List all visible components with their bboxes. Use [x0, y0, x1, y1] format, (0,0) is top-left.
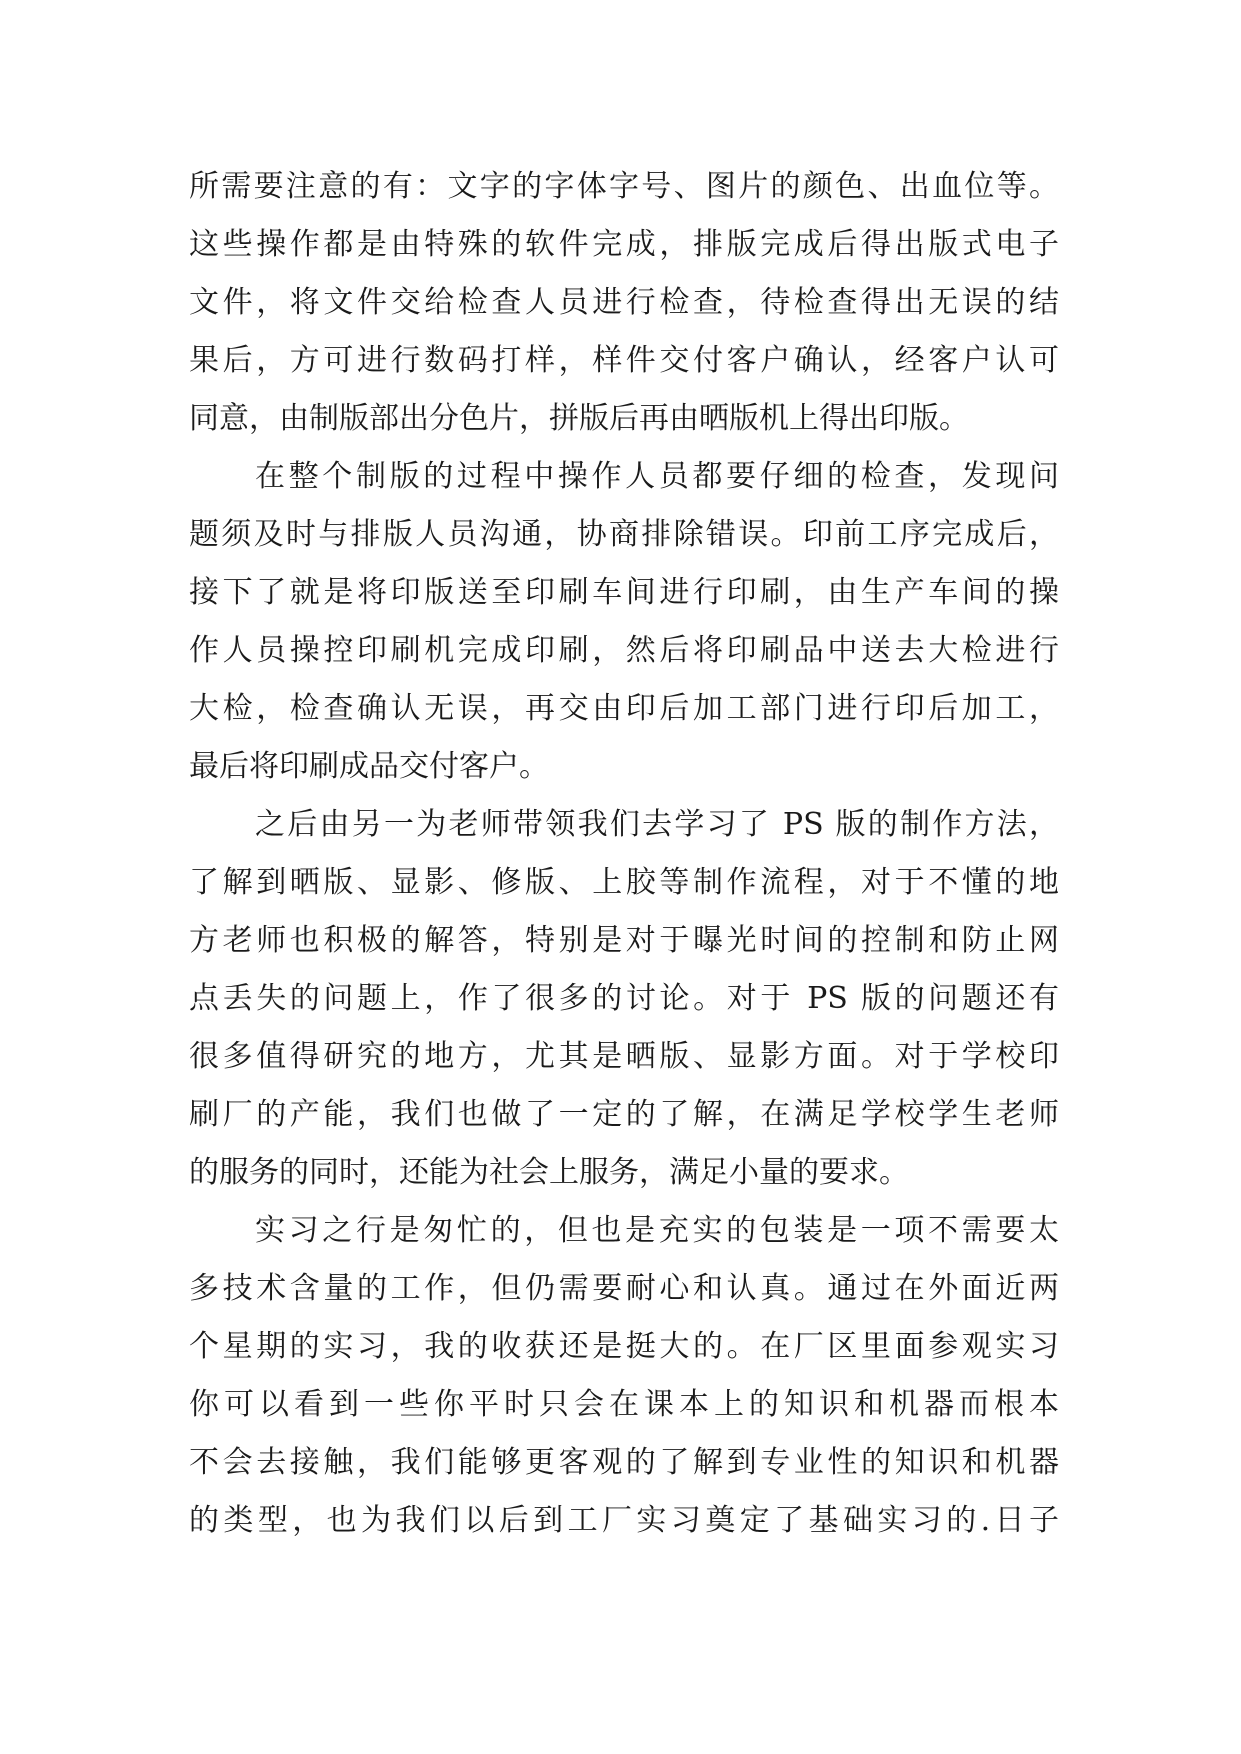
text-line: 这些操作都是由特殊的软件完成，排版完成后得出版式电子 [189, 227, 1059, 262]
text-line: 很多值得研究的地方，尤其是晒版、显影方面。对于学校印 [189, 1039, 1059, 1074]
text-line: 了解到晒版、显影、修版、上胶等制作流程，对于不懂的地 [189, 865, 1059, 900]
text-line: 同意，由制版部出分色片，拼版后再由晒版机上得出印版。 [189, 401, 969, 436]
text-line: 的类型，也为我们以后到工厂实习奠定了基础实习的.日子 [189, 1503, 1059, 1538]
document-body [189, 158, 1059, 1550]
paragraph-4 [189, 1202, 1059, 1550]
text-line: 多技术含量的工作，但仍需要耐心和认真。通过在外面近两 [189, 1271, 1059, 1306]
text-line: 作人员操控印刷机完成印刷，然后将印刷品中送去大检进行 [189, 633, 1059, 668]
text-line: 果后，方可进行数码打样，样件交付客户确认，经客户认可 [189, 343, 1059, 378]
paragraph-1 [189, 158, 1059, 448]
text-line: 大检，检查确认无误，再交由印后加工部门进行印后加工， [189, 691, 1059, 726]
text-line: 不会去接触，我们能够更客观的了解到专业性的知识和机器 [189, 1445, 1059, 1480]
text-line: 实习之行是匆忙的，但也是充实的包装是一项不需要太 [255, 1213, 1059, 1248]
text-line: 点丢失的问题上，作了很多的讨论。对于 PS 版的问题还有 [189, 981, 1059, 1016]
paragraph-3 [189, 796, 1059, 1202]
text-line: 接下了就是将印版送至印刷车间进行印刷，由生产车间的操 [189, 575, 1059, 610]
text-line: 你可以看到一些你平时只会在课本上的知识和机器而根本 [189, 1387, 1059, 1422]
text-line: 刷厂的产能，我们也做了一定的了解，在满足学校学生老师 [189, 1097, 1059, 1132]
text-line: 方老师也积极的解答，特别是对于曝光时间的控制和防止网 [189, 923, 1059, 958]
text-line: 在整个制版的过程中操作人员都要仔细的检查，发现问 [255, 459, 1059, 494]
text-line: 所需要注意的有：文字的字体字号、图片的颜色、出血位等。 [189, 169, 1059, 204]
text-line: 之后由另一为老师带领我们去学习了 PS 版的制作方法， [255, 807, 1059, 842]
text-line: 最后将印刷成品交付客户。 [189, 749, 549, 784]
text-line: 文件，将文件交给检查人员进行检查，待检查得出无误的结 [189, 285, 1059, 320]
text-line: 个星期的实习，我的收获还是挺大的。在厂区里面参观实习 [189, 1329, 1059, 1364]
text-line: 的服务的同时，还能为社会上服务，满足小量的要求。 [189, 1155, 909, 1190]
paragraph-2 [189, 448, 1059, 796]
text-line: 题须及时与排版人员沟通，协商排除错误。印前工序完成后， [189, 517, 1059, 552]
